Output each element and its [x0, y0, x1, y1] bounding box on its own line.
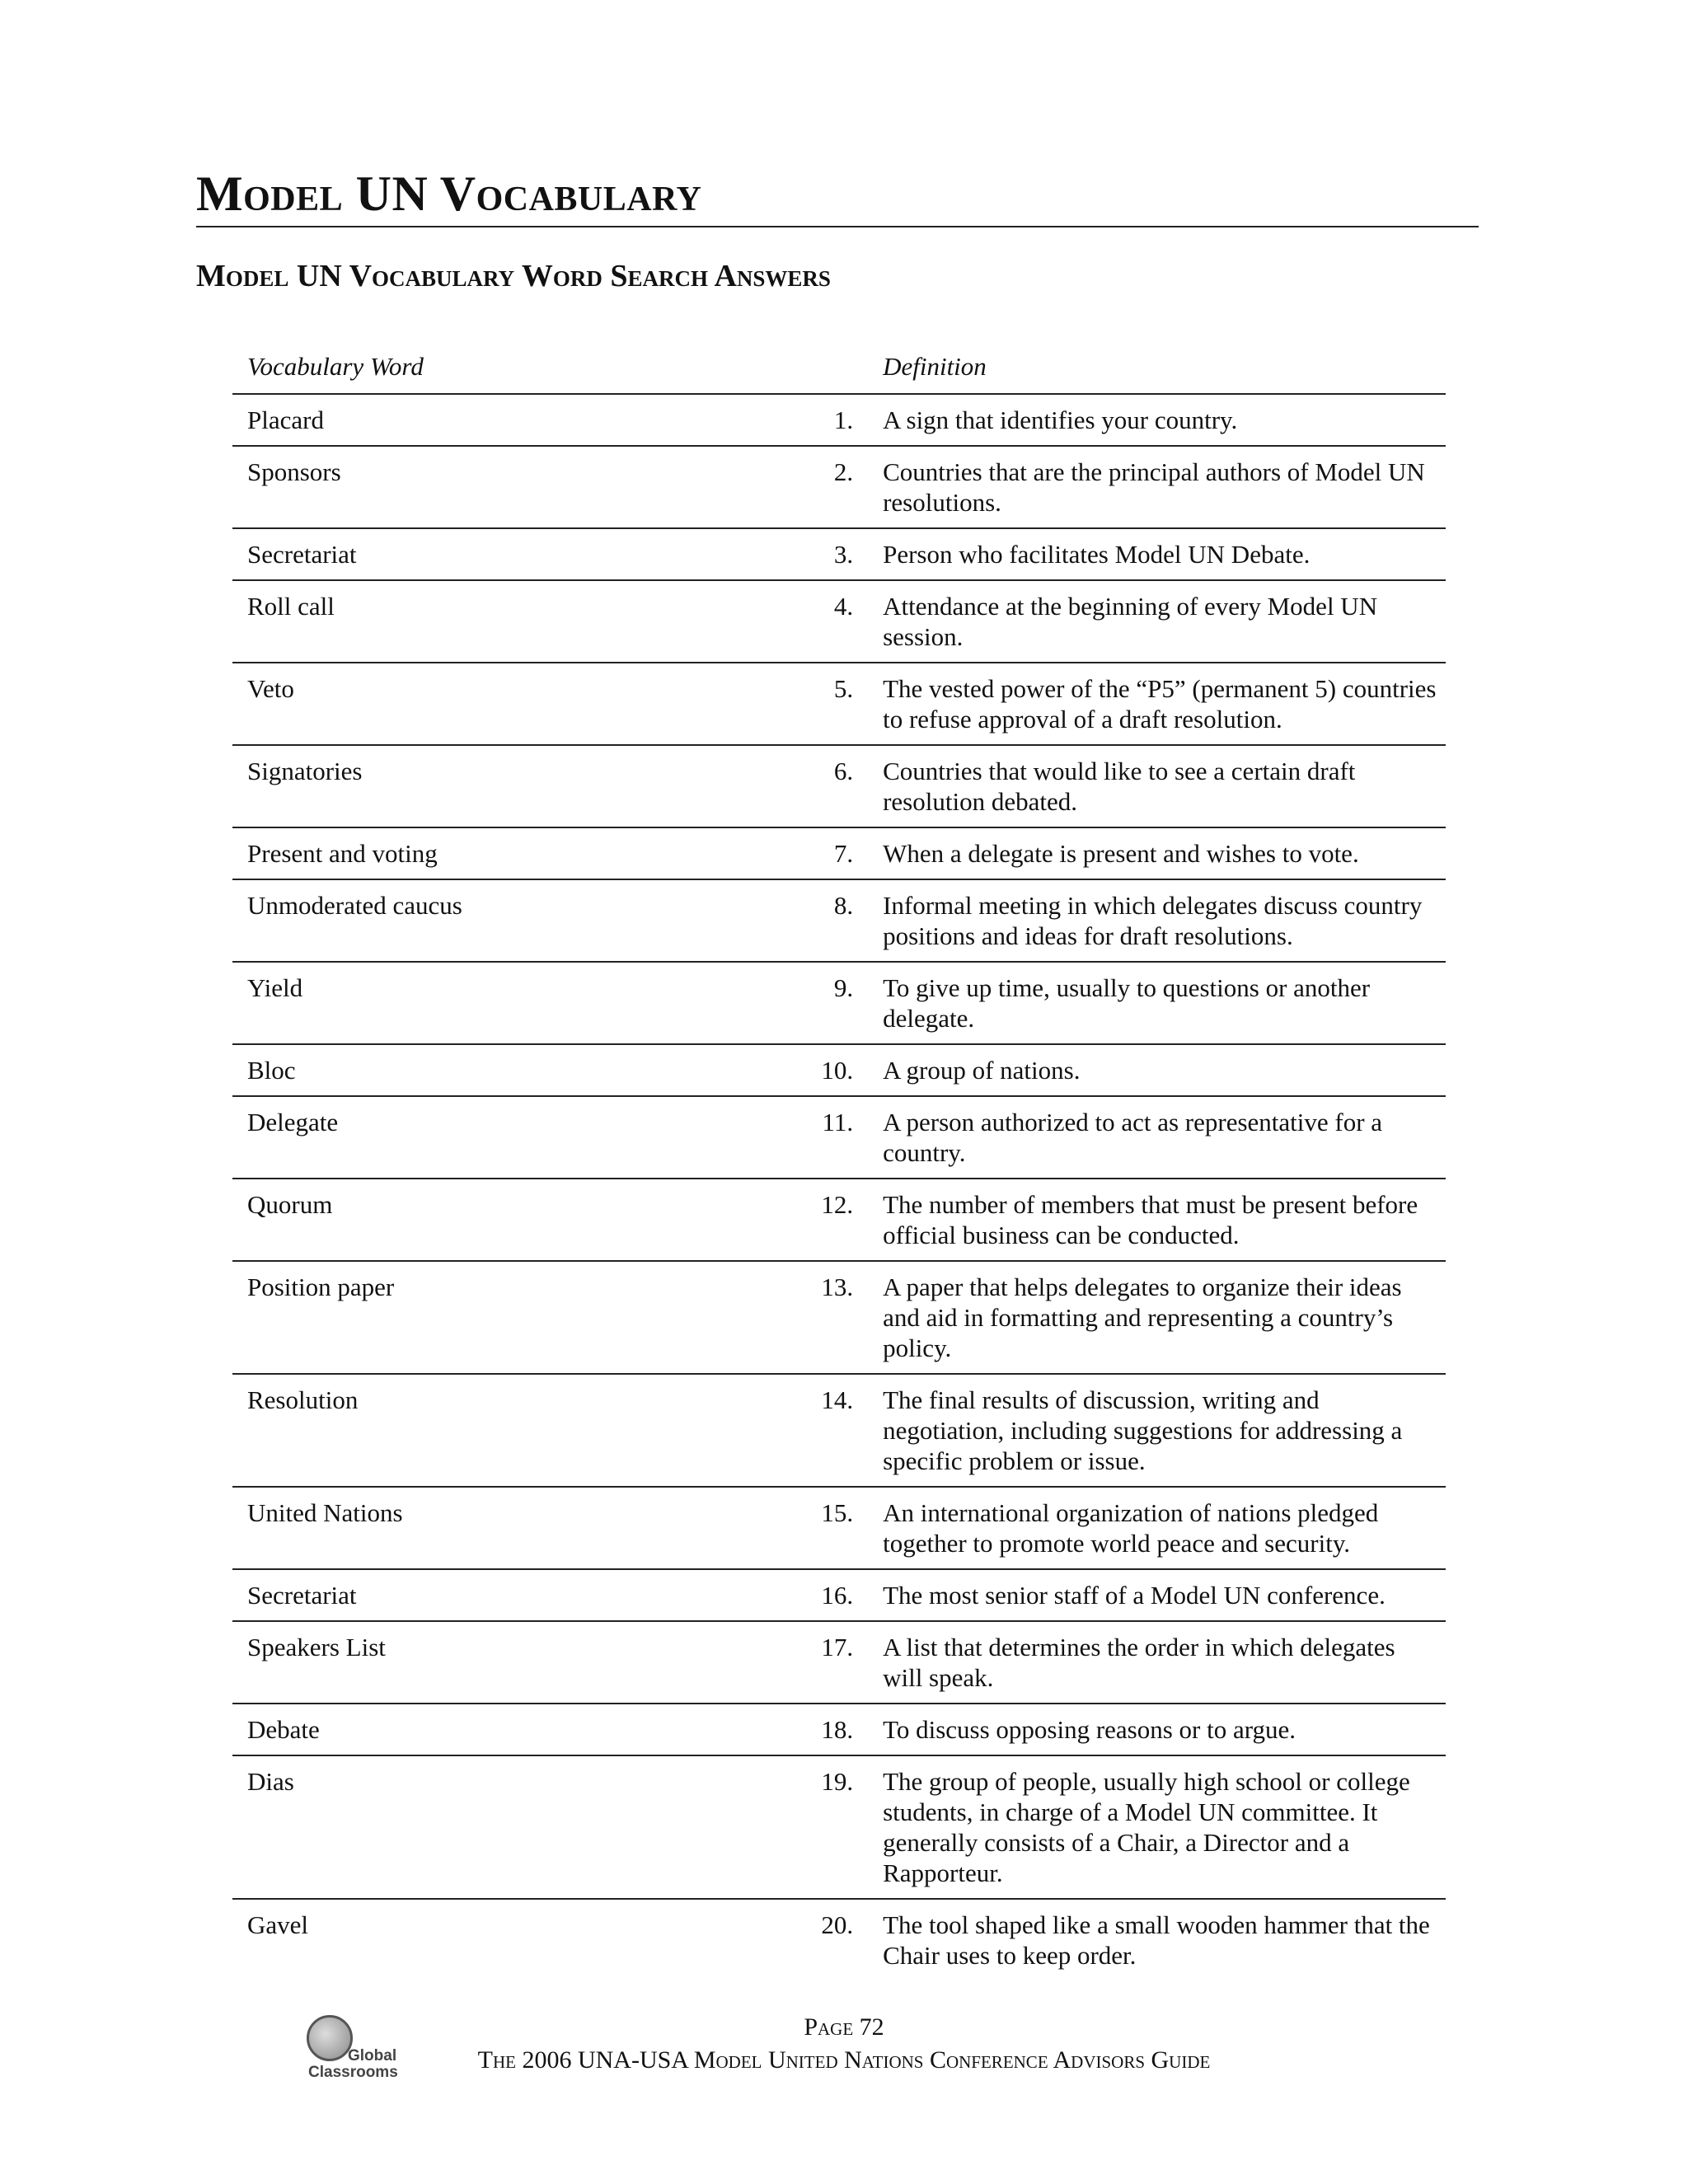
table-row	[232, 1899, 1446, 1980]
logo-line-2: Classrooms	[308, 2064, 398, 2081]
page-title: Model UN Vocabulary	[196, 166, 702, 221]
table-row	[232, 1374, 1446, 1487]
vocab-word: Speakers List	[232, 1621, 652, 1704]
page-header	[196, 165, 1479, 227]
table-header-row	[232, 346, 1446, 394]
definition: Attendance at the beginning of every Model UN session.	[883, 580, 1446, 663]
guide-title: The 2006 UNA-USA Model United Nations Conference Advisors Guide	[477, 2046, 1211, 2074]
definition: To give up time, usually to questions or another delegate.	[883, 962, 1446, 1044]
entry-number: 20.	[821, 1910, 854, 1939]
table-body	[232, 394, 1446, 1980]
logo-line-1: Global	[348, 2047, 397, 2064]
vocab-word: Veto	[232, 663, 652, 745]
definition: A list that determines the order in which delegates will speak.	[883, 1621, 1446, 1704]
vocabulary-table	[232, 346, 1446, 1980]
definition: To discuss opposing reasons or to argue.	[883, 1704, 1446, 1755]
vocab-word: Signatories	[232, 745, 652, 827]
entry-number: 16.	[652, 1569, 883, 1621]
entry-number: 7.	[652, 827, 883, 879]
definition: An international organization of nations pledged together to promote world peace and security.	[883, 1487, 1446, 1569]
table-row	[232, 1755, 1446, 1899]
vocab-word: Unmoderated caucus	[232, 879, 652, 962]
table-row	[232, 879, 1446, 962]
column-header-word: Vocabulary Word	[232, 346, 652, 394]
vocab-word: Dias	[232, 1755, 652, 1899]
vocab-word: Placard	[232, 394, 652, 446]
vocab-word: Yield	[232, 962, 652, 1044]
entry-number: 6.	[652, 745, 883, 827]
definition: The group of people, usually high school or college students, in charge of a Model UN committee. It generally consists of a Chair, a Director and a Rapporteur.	[883, 1755, 1446, 1899]
entry-number: 11.	[652, 1096, 883, 1179]
page-number: Page 72	[804, 2013, 884, 2041]
entry-number: 9.	[652, 962, 883, 1044]
table-row	[232, 1044, 1446, 1096]
entry-number: 14.	[652, 1374, 883, 1487]
table-row	[232, 745, 1446, 827]
table-row	[232, 962, 1446, 1044]
vocab-word: Delegate	[232, 1096, 652, 1179]
definition: The most senior staff of a Model UN conference.	[883, 1569, 1446, 1621]
vocab-word: United Nations	[232, 1487, 652, 1569]
vocab-word: Roll call	[232, 580, 652, 663]
table-row	[232, 1261, 1446, 1374]
page-footer	[0, 2011, 1688, 2077]
vocab-word: Bloc	[232, 1044, 652, 1096]
vocab-word: Quorum	[232, 1179, 652, 1261]
definition: A sign that identifies your country.	[883, 394, 1446, 446]
entry-number: 17.	[652, 1621, 883, 1704]
definition: A group of nations.	[883, 1044, 1446, 1096]
table-row	[232, 827, 1446, 879]
table-row	[232, 1487, 1446, 1569]
entry-number: 2.	[652, 446, 883, 528]
definition: The tool shaped like a small wooden hammer that the Chair uses to keep order.	[883, 1910, 1430, 1970]
table-row	[232, 580, 1446, 663]
entry-number: 5.	[652, 663, 883, 745]
entry-number: 1.	[652, 394, 883, 446]
entry-number: 18.	[652, 1704, 883, 1755]
entry-number: 10.	[652, 1044, 883, 1096]
table-row	[232, 1179, 1446, 1261]
table-row	[232, 1569, 1446, 1621]
table-row	[232, 446, 1446, 528]
section-title: Model UN Vocabulary Word Search Answers	[196, 259, 831, 293]
definition: A person authorized to act as representative for a country.	[883, 1096, 1446, 1179]
definition: Informal meeting in which delegates discuss country positions and ideas for draft resolutions.	[883, 879, 1446, 962]
table-row	[232, 528, 1446, 580]
definition: The number of members that must be present before official business can be conducted.	[883, 1179, 1446, 1261]
definition: A paper that helps delegates to organize their ideas and aid in formatting and representing a country’s policy.	[883, 1261, 1446, 1374]
vocab-word: Gavel	[247, 1910, 309, 1939]
table-row	[232, 1621, 1446, 1704]
vocab-word: Present and voting	[232, 827, 652, 879]
table-row	[232, 1096, 1446, 1179]
column-header-number	[652, 346, 883, 394]
table-row	[232, 663, 1446, 745]
definition: Countries that would like to see a certain draft resolution debated.	[883, 745, 1446, 827]
column-header-definition: Definition	[883, 346, 1446, 394]
vocab-word: Position paper	[232, 1261, 652, 1374]
definition: The vested power of the “P5” (permanent 5) countries to refuse approval of a draft resolution.	[883, 663, 1446, 745]
vocab-word: Sponsors	[232, 446, 652, 528]
vocab-word: Secretariat	[232, 1569, 652, 1621]
entry-number: 4.	[652, 580, 883, 663]
entry-number: 12.	[652, 1179, 883, 1261]
table-row	[232, 394, 1446, 446]
entry-number: 15.	[652, 1487, 883, 1569]
definition: Person who facilitates Model UN Debate.	[883, 528, 1446, 580]
vocab-word: Resolution	[232, 1374, 652, 1487]
table-row	[232, 1704, 1446, 1755]
definition: When a delegate is present and wishes to vote.	[883, 827, 1446, 879]
definition: Countries that are the principal authors of Model UN resolutions.	[883, 446, 1446, 528]
definition: The final results of discussion, writing and negotiation, including suggestions for addressing a specific problem or issue.	[883, 1374, 1446, 1487]
entry-number: 8.	[652, 879, 883, 962]
vocab-word: Secretariat	[232, 528, 652, 580]
entry-number: 3.	[652, 528, 883, 580]
entry-number: 19.	[652, 1755, 883, 1899]
vocab-word: Debate	[232, 1704, 652, 1755]
entry-number: 13.	[652, 1261, 883, 1374]
